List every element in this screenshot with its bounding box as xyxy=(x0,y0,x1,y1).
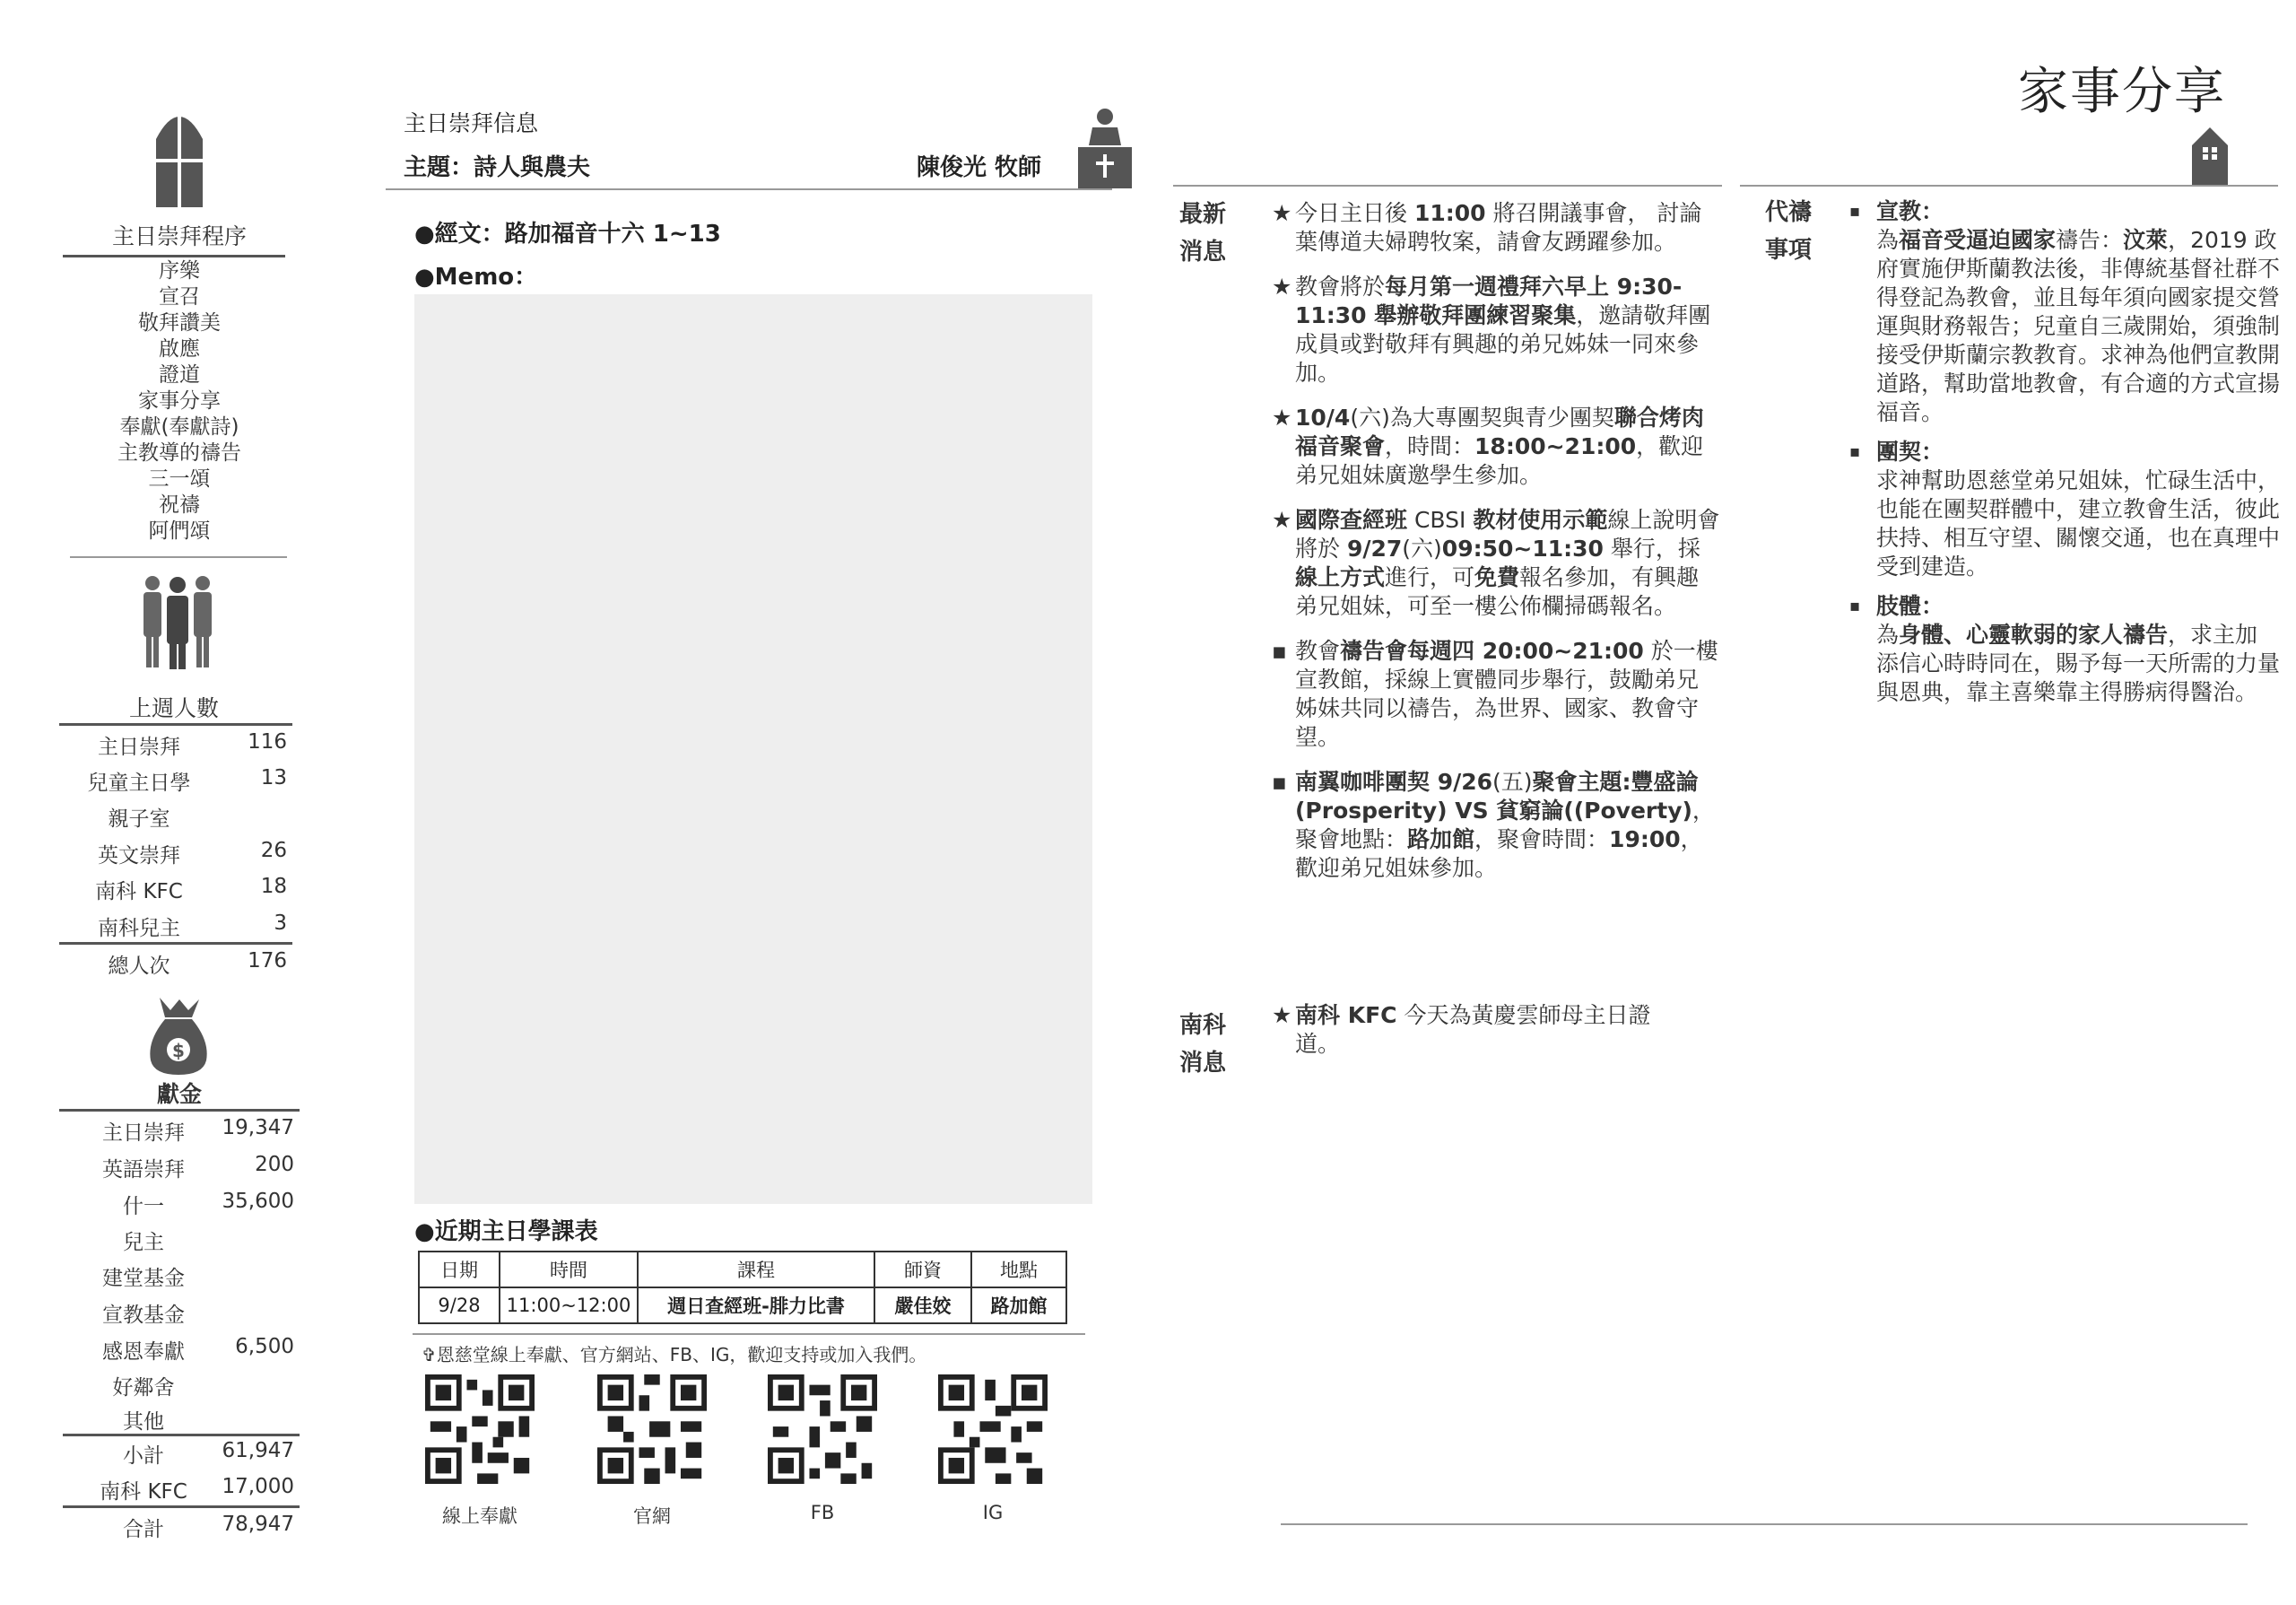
preacher-name: 陳俊光 牧師 xyxy=(917,154,1042,181)
qr-code-website[interactable] xyxy=(597,1374,707,1484)
news-item: ★ 今日主日後 11:00 將召開議事會， 討論葉傳道夫婦聘牧案，請會友踴躍參加。 xyxy=(1272,200,1702,255)
order-item: 啟應 xyxy=(159,337,200,361)
table-header: 日期 xyxy=(419,1252,500,1287)
sermon-theme: 主題：詩人與農夫 xyxy=(404,154,591,181)
table-header-row xyxy=(419,1252,1066,1287)
attendance-heading: 上週人數 xyxy=(128,695,219,721)
qr-label: FB xyxy=(810,1502,835,1523)
qr-code-offering[interactable] xyxy=(425,1374,535,1484)
prayer-label: 代禱 事項 xyxy=(1765,199,1813,264)
prayer-list xyxy=(1849,197,2280,718)
table-cell: 11:00~12:00 xyxy=(500,1287,638,1323)
qr-code-fb[interactable] xyxy=(768,1374,877,1484)
order-item: 宣召 xyxy=(159,285,200,309)
table-cell: 週日查經班-腓力比書 xyxy=(638,1287,874,1323)
order-item: 阿們頌 xyxy=(148,519,211,543)
order-item: 祝禱 xyxy=(159,493,200,517)
people-icon xyxy=(142,574,213,671)
news-item: ★ 教會將於每月第一週禮拜六早上 9:30-11:30 舉辦敬拜團練習聚集，邀請敬拜團成員或對敬拜有興趣的弟兄姊妹一同來參加。 xyxy=(1272,274,1711,386)
table-cell: 路加館 xyxy=(971,1287,1066,1323)
table-cell: 嚴佳姣 xyxy=(874,1287,971,1323)
pulpit-icon xyxy=(1076,108,1134,188)
qr-label: 線上奉獻 xyxy=(442,1505,517,1527)
news-list xyxy=(1272,199,1720,899)
order-item: 家事分享 xyxy=(138,389,221,413)
table-header: 時間 xyxy=(500,1252,638,1287)
order-heading: 主日崇拜程序 xyxy=(111,223,247,249)
prayer-item: ▪ 團契： 求神幫助恩慈堂弟兄姐妹，忙碌生活中，也能在團契群體中，建立教會生活，彼此扶持、相互守望、關懷交通，也在真理中受到建造。 xyxy=(1849,439,2281,580)
news-item: ★ 10/4(六)為大專團契與青少團契聯合烤肉福音聚會，時間：18:00~21:00，歡迎弟兄姐妹廣邀學生參加。 xyxy=(1272,405,1704,488)
money-bag-icon xyxy=(147,994,210,1077)
news-label: 最新 消息 xyxy=(1179,201,1227,266)
table-header: 師資 xyxy=(874,1252,971,1287)
worship-order-list xyxy=(63,258,296,545)
news-item: ★ 南科 KFC 今天為黃慶雲師母主日證道。 xyxy=(1272,1002,1651,1057)
memo-area[interactable] xyxy=(414,294,1092,1204)
news-item: ▪ 南翼咖啡團契 9/26(五)聚會主題:豐盛論(Prosperity) VS 貧窮論((Poverty)，聚會地點：路加館，聚會時間：19:00，歡迎弟兄姐妹參加。 xyxy=(1272,769,1715,881)
table-row xyxy=(419,1287,1066,1323)
schedule-title: ●近期主日學課表 xyxy=(414,1218,598,1245)
order-item: 主教導的禱告 xyxy=(117,441,241,465)
scripture-reference: ●經文：路加福音十六 1~13 xyxy=(414,221,721,248)
nanke-news xyxy=(1272,1001,1684,1075)
prayer-item: ▪ 肢體： 為身體、心靈軟弱的家人禱告，求主加添信心時時同在，賜予每一天所需的力量與恩典，靠主喜樂靠主得勝病得醫治。 xyxy=(1849,593,2281,705)
qr-label: IG xyxy=(982,1502,1004,1523)
nanke-label: 南科 消息 xyxy=(1179,1012,1227,1077)
order-item: 證道 xyxy=(159,363,200,387)
order-item: 序樂 xyxy=(159,259,200,283)
news-item: ★ 國際查經班 CBSI 教材使用示範線上說明會將於 9/27(六)09:50~11:30 舉行，採線上方式進行，可免費報名參加，有興趣弟兄姐妹，可至一樓公佈欄掃碼報名。 xyxy=(1272,507,1720,619)
offering-heading: 獻金 xyxy=(156,1081,202,1107)
order-item: 奉獻(奉獻詩) xyxy=(119,415,239,439)
sunday-school-table xyxy=(418,1251,1067,1324)
table-header: 地點 xyxy=(971,1252,1066,1287)
memo-label: ●Memo： xyxy=(414,264,538,291)
sermon-section-label: 主日崇拜信息 xyxy=(404,110,539,136)
page-title: 家事分享 xyxy=(2018,63,2226,121)
order-item: 敬拜讚美 xyxy=(138,311,221,335)
news-item: ▪ 教會禱告會每週四 20:00~21:00 於一樓宣教館，採線上實體同步舉行，鼓勵弟兄姊妹共同以禱告，為世界、國家、教會守望。 xyxy=(1272,638,1718,750)
links-intro: ✞恩慈堂線上奉獻、官方網站、FB、IG，歡迎支持或加入我們。 xyxy=(422,1344,927,1365)
church-window-icon xyxy=(154,103,204,207)
dollar-sign: $ xyxy=(172,1040,185,1061)
qr-code-ig[interactable] xyxy=(938,1374,1048,1484)
table-header: 課程 xyxy=(638,1252,874,1287)
prayer-item: ▪ 宣教： 為福音受逼迫國家禱告：汶萊，2019 政府實施伊斯蘭教法後，非傳統基督社群不得登記為教會，並且每年須向國家提交營運與財務報告；兒童自三歲開始，須強制接受伊斯蘭宗教教育。求神為他們宣教開道路，幫助當地教會，有合適的方式宣揚福音。 xyxy=(1849,198,2281,425)
house-icon xyxy=(2190,126,2230,188)
order-item: 三一頌 xyxy=(148,467,211,491)
qr-label: 官網 xyxy=(633,1505,671,1527)
table-cell: 9/28 xyxy=(419,1287,500,1323)
